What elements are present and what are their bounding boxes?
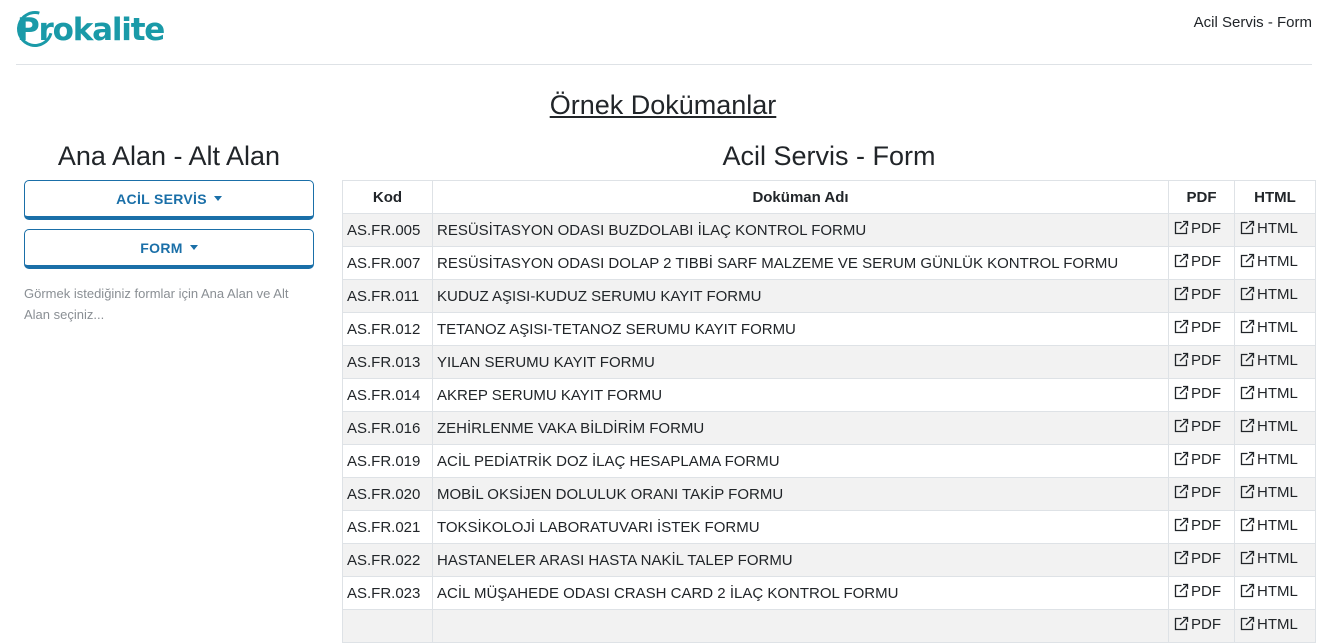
html-cell xyxy=(1235,412,1316,445)
external-link-icon xyxy=(1173,550,1189,566)
column-header-pdf: PDF xyxy=(1169,181,1235,214)
pdf-cell xyxy=(1169,379,1235,412)
html-link-label: HTML xyxy=(1257,450,1298,468)
selection-hint: Görmek istediğiniz formlar için Ana Alan ve Alt Alan seçiniz... xyxy=(24,286,289,322)
pdf-cell xyxy=(1169,445,1235,478)
table-row xyxy=(343,577,1316,610)
external-link-icon xyxy=(1239,550,1255,566)
html-cell xyxy=(1235,445,1316,478)
table-row xyxy=(343,214,1316,247)
html-link[interactable] xyxy=(1239,517,1298,534)
external-link-icon xyxy=(1173,484,1189,500)
header-breadcrumb: Acil Servis - Form xyxy=(1193,14,1312,31)
document-name: RESÜSİTASYON ODASI BUZDOLABI İLAÇ KONTROL FORMU xyxy=(432,214,1168,247)
external-link-icon xyxy=(1239,220,1255,236)
html-link[interactable] xyxy=(1239,319,1298,336)
pdf-link-label: PDF xyxy=(1191,285,1222,303)
table-row xyxy=(343,247,1316,280)
external-link-icon xyxy=(1173,352,1189,368)
document-name xyxy=(432,610,1168,643)
external-link-icon xyxy=(1239,319,1255,335)
table-row xyxy=(343,313,1316,346)
pdf-link[interactable] xyxy=(1173,484,1221,501)
caret-down-icon xyxy=(214,196,222,201)
html-cell xyxy=(1235,379,1316,412)
pdf-cell xyxy=(1169,412,1235,445)
html-link[interactable] xyxy=(1239,286,1298,303)
external-link-icon xyxy=(1239,352,1255,368)
table-row xyxy=(343,346,1316,379)
pdf-cell xyxy=(1169,511,1235,544)
html-link[interactable] xyxy=(1239,385,1298,402)
pdf-cell xyxy=(1169,313,1235,346)
external-link-icon xyxy=(1173,385,1189,401)
pdf-link-label: PDF xyxy=(1191,615,1222,633)
document-list xyxy=(342,140,1316,643)
table-row xyxy=(343,478,1316,511)
document-name: ACİL MÜŞAHEDE ODASI CRASH CARD 2 İLAÇ KONTROL FORMU xyxy=(432,577,1168,610)
html-cell xyxy=(1235,610,1316,643)
html-link-label: HTML xyxy=(1257,549,1298,567)
document-code: AS.FR.022 xyxy=(343,544,433,577)
pdf-link-label: PDF xyxy=(1191,549,1222,567)
html-link[interactable] xyxy=(1239,352,1298,369)
page-title: Örnek Dokümanlar xyxy=(549,90,777,120)
sidebar-title: Ana Alan - Alt Alan xyxy=(57,141,281,171)
pdf-link[interactable] xyxy=(1173,550,1221,567)
document-name: KUDUZ AŞISI-KUDUZ SERUMU KAYIT FORMU xyxy=(432,280,1168,313)
table-row xyxy=(343,379,1316,412)
html-cell xyxy=(1235,247,1316,280)
external-link-icon xyxy=(1239,451,1255,467)
table-row xyxy=(343,412,1316,445)
html-link-label: HTML xyxy=(1257,219,1298,237)
document-code xyxy=(343,610,433,643)
external-link-icon xyxy=(1239,286,1255,302)
html-cell xyxy=(1235,478,1316,511)
caret-down-icon xyxy=(190,245,198,250)
document-code: AS.FR.005 xyxy=(343,214,433,247)
external-link-icon xyxy=(1239,418,1255,434)
html-link[interactable] xyxy=(1239,484,1298,501)
pdf-link-label: PDF xyxy=(1191,450,1222,468)
pdf-cell xyxy=(1169,610,1235,643)
document-name: ACİL PEDİATRİK DOZ İLAÇ HESAPLAMA FORMU xyxy=(432,445,1168,478)
html-link[interactable] xyxy=(1239,550,1298,567)
sub-area-dropdown[interactable] xyxy=(24,229,314,269)
html-link-label: HTML xyxy=(1257,516,1298,534)
html-link-label: HTML xyxy=(1257,384,1298,402)
pdf-link[interactable] xyxy=(1173,286,1221,303)
pdf-link-label: PDF xyxy=(1191,252,1222,270)
table-header-row xyxy=(343,181,1316,214)
table-body xyxy=(343,214,1316,643)
pdf-link-label: PDF xyxy=(1191,318,1222,336)
logo-text: Prokalite xyxy=(17,12,165,48)
html-cell xyxy=(1235,346,1316,379)
pdf-link-label: PDF xyxy=(1191,417,1222,435)
html-link-label: HTML xyxy=(1257,483,1298,501)
external-link-icon xyxy=(1239,517,1255,533)
document-name: TETANOZ AŞISI-TETANOZ SERUMU KAYIT FORMU xyxy=(432,313,1168,346)
html-link-label: HTML xyxy=(1257,615,1298,633)
document-name: HASTANELER ARASI HASTA NAKİL TALEP FORMU xyxy=(432,544,1168,577)
html-cell xyxy=(1235,280,1316,313)
external-link-icon xyxy=(1173,451,1189,467)
html-cell xyxy=(1235,214,1316,247)
external-link-icon xyxy=(1173,418,1189,434)
pdf-link[interactable] xyxy=(1173,220,1221,237)
html-link[interactable] xyxy=(1239,220,1298,237)
html-cell xyxy=(1235,577,1316,610)
external-link-icon xyxy=(1239,253,1255,269)
pdf-link[interactable] xyxy=(1173,451,1221,468)
table-row xyxy=(343,445,1316,478)
document-code: AS.FR.016 xyxy=(343,412,433,445)
html-link-label: HTML xyxy=(1257,351,1298,369)
document-name: RESÜSİTASYON ODASI DOLAP 2 TIBBİ SARF MALZEME VE SERUM GÜNLÜK KONTROL FORMU xyxy=(432,247,1168,280)
html-link[interactable] xyxy=(1239,418,1298,435)
external-link-icon xyxy=(1173,286,1189,302)
html-link-label: HTML xyxy=(1257,252,1298,270)
document-name: MOBİL OKSİJEN DOLULUK ORANI TAKİP FORMU xyxy=(432,478,1168,511)
html-link[interactable] xyxy=(1239,583,1298,600)
pdf-cell xyxy=(1169,280,1235,313)
pdf-link[interactable] xyxy=(1173,616,1221,633)
pdf-link-label: PDF xyxy=(1191,582,1222,600)
pdf-cell xyxy=(1169,247,1235,280)
document-code: AS.FR.021 xyxy=(343,511,433,544)
pdf-link-label: PDF xyxy=(1191,483,1222,501)
html-link[interactable] xyxy=(1239,451,1298,468)
pdf-cell xyxy=(1169,478,1235,511)
document-code: AS.FR.011 xyxy=(343,280,433,313)
pdf-link[interactable] xyxy=(1173,385,1221,402)
pdf-link-label: PDF xyxy=(1191,384,1222,402)
document-name: AKREP SERUMU KAYIT FORMU xyxy=(432,379,1168,412)
html-link-label: HTML xyxy=(1257,318,1298,336)
pdf-link-label: PDF xyxy=(1191,351,1222,369)
pdf-cell xyxy=(1169,544,1235,577)
content-title: Acil Servis - Form xyxy=(722,141,936,171)
pdf-link-label: PDF xyxy=(1191,516,1222,534)
main-area-dropdown[interactable] xyxy=(24,180,314,220)
pdf-link[interactable] xyxy=(1173,517,1221,534)
document-code: AS.FR.007 xyxy=(343,247,433,280)
external-link-icon xyxy=(1173,583,1189,599)
sub-area-dropdown-label: FORM xyxy=(140,239,183,256)
pdf-cell xyxy=(1169,577,1235,610)
document-code: AS.FR.020 xyxy=(343,478,433,511)
column-header-kod: Kod xyxy=(343,181,433,214)
external-link-icon xyxy=(1239,385,1255,401)
external-link-icon xyxy=(1239,583,1255,599)
html-cell xyxy=(1235,511,1316,544)
html-link-label: HTML xyxy=(1257,285,1298,303)
external-link-icon xyxy=(1173,517,1189,533)
sidebar xyxy=(24,140,314,325)
html-link[interactable] xyxy=(1239,253,1298,270)
documents-table xyxy=(342,180,1316,643)
document-code: AS.FR.019 xyxy=(343,445,433,478)
document-code: AS.FR.013 xyxy=(343,346,433,379)
prokalite-logo[interactable] xyxy=(17,10,164,50)
document-code: AS.FR.012 xyxy=(343,313,433,346)
pdf-link[interactable] xyxy=(1173,418,1221,435)
html-link-label: HTML xyxy=(1257,582,1298,600)
html-cell xyxy=(1235,544,1316,577)
table-row xyxy=(343,610,1316,643)
external-link-icon xyxy=(1239,484,1255,500)
site-header xyxy=(16,0,1312,65)
external-link-icon xyxy=(1173,253,1189,269)
pdf-link[interactable] xyxy=(1173,583,1221,600)
document-code: AS.FR.014 xyxy=(343,379,433,412)
pdf-cell xyxy=(1169,346,1235,379)
html-cell xyxy=(1235,313,1316,346)
table-row xyxy=(343,544,1316,577)
pdf-link-label: PDF xyxy=(1191,219,1222,237)
table-row xyxy=(343,280,1316,313)
html-link[interactable] xyxy=(1239,616,1298,633)
document-name: YILAN SERUMU KAYIT FORMU xyxy=(432,346,1168,379)
pdf-link[interactable] xyxy=(1173,352,1221,369)
html-link-label: HTML xyxy=(1257,417,1298,435)
main-area-dropdown-label: ACİL SERVİS xyxy=(116,190,207,207)
pdf-link[interactable] xyxy=(1173,253,1221,270)
document-name: TOKSİKOLOJİ LABORATUVARI İSTEK FORMU xyxy=(432,511,1168,544)
document-name: ZEHİRLENME VAKA BİLDİRİM FORMU xyxy=(432,412,1168,445)
pdf-cell xyxy=(1169,214,1235,247)
external-link-icon xyxy=(1173,319,1189,335)
external-link-icon xyxy=(1173,220,1189,236)
table-row xyxy=(343,511,1316,544)
document-code: AS.FR.023 xyxy=(343,577,433,610)
column-header-html: HTML xyxy=(1235,181,1316,214)
pdf-link[interactable] xyxy=(1173,319,1221,336)
column-header-document-name: Doküman Adı xyxy=(432,181,1168,214)
